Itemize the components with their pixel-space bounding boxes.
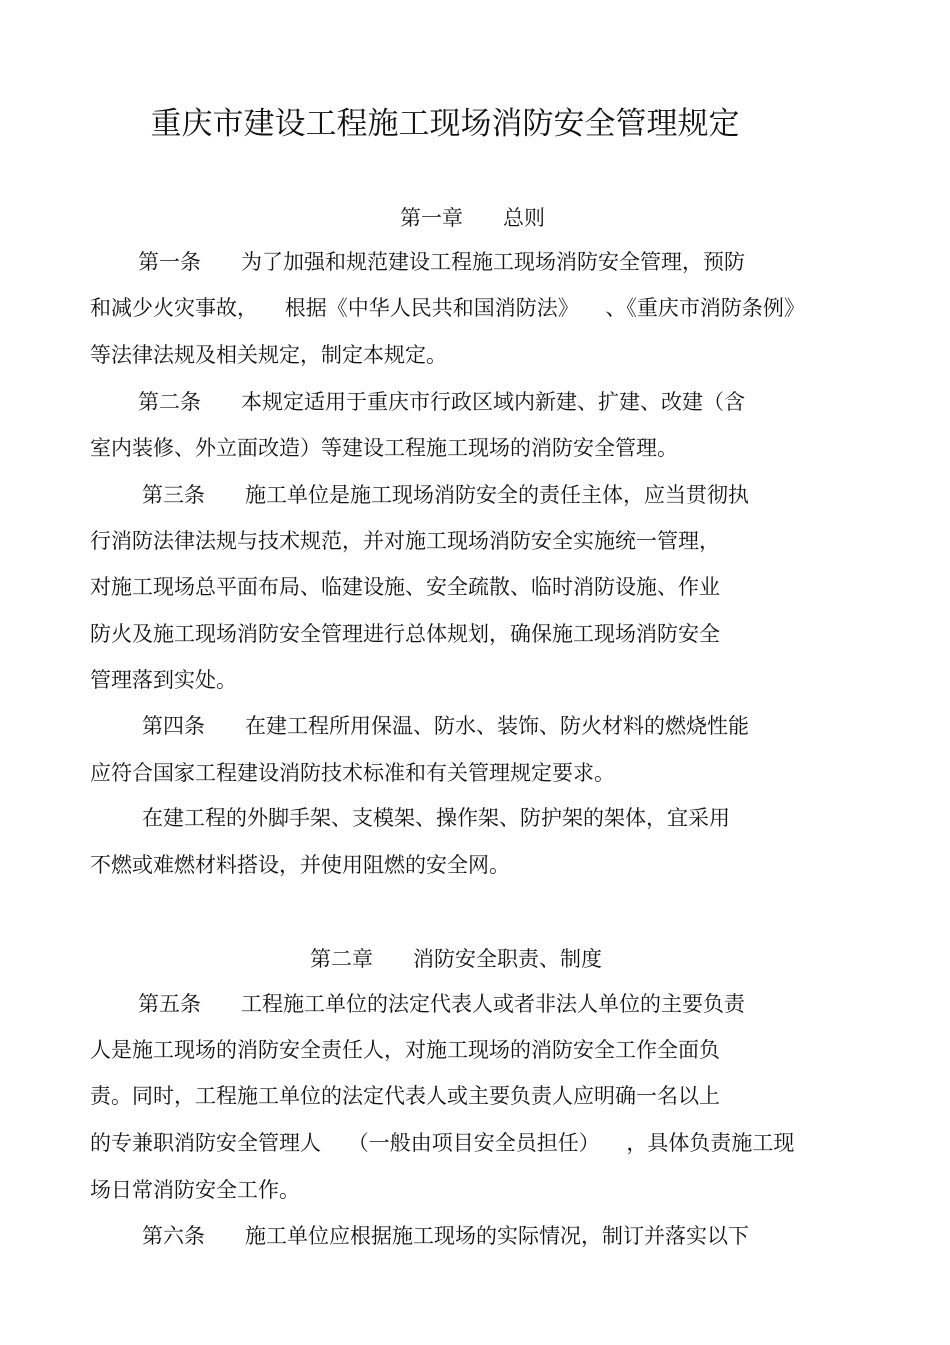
article-1-line-3: 等法律法规及相关规定，制定本规定。: [90, 343, 447, 367]
chapter-heading-1: 第一章 总则: [400, 206, 546, 230]
article-5-line-1: 第五条 工程施工单位的法定代表人或者非法人单位的主要负责: [138, 992, 746, 1016]
article-5-line-2: 人是施工现场的消防安全责任人，对施工现场的消防安全工作全面负: [90, 1038, 720, 1062]
article-5-line-3: 责。同时，工程施工单位的法定代表人或主要负责人应明确一名以上: [90, 1084, 720, 1108]
article-4-line-1: 第四条 在建工程所用保温、防水、装饰、防火材料的燃烧性能: [142, 714, 750, 738]
article-4-line-3: 在建工程的外脚手架、支模架、操作架、防护架的架体，宜采用: [142, 806, 730, 830]
article-5-line-5: 场日常消防安全工作。: [90, 1178, 300, 1202]
article-6-line-1: 第六条 施工单位应根据施工现场的实际情况，制订并落实以下: [142, 1224, 750, 1248]
article-2-line-1: 第二条 本规定适用于重庆市行政区域内新建、扩建、改建（含: [138, 390, 746, 414]
article-4-line-2: 应符合国家工程建设消防技术标准和有关管理规定要求。: [90, 761, 615, 785]
document-title: 重庆市建设工程施工现场消防安全管理规定: [150, 106, 740, 142]
article-3-line-1: 第三条 施工单位是施工现场消防安全的责任主体，应当贯彻执: [142, 483, 750, 507]
article-2-line-2: 室内装修、外立面改造）等建设工程施工现场的消防安全管理。: [90, 436, 678, 460]
article-4-line-4: 不燃或难燃材料搭设，并使用阻燃的安全网。: [90, 853, 510, 877]
article-1-line-2: 和减少火灾事故， 根据《中华人民共和国消防法》 、《重庆市消防条例》: [90, 296, 805, 320]
article-5-line-4: 的专兼职消防安全管理人 （一般由项目安全员担任） ，具体负责施工现: [90, 1131, 795, 1155]
article-1-line-1: 第一条 为了加强和规范建设工程施工现场消防安全管理，预防: [138, 250, 746, 274]
article-3-line-4: 防火及施工现场消防安全管理进行总体规划，确保施工现场消防安全: [90, 622, 720, 646]
article-3-line-5: 管理落到实处。: [90, 668, 237, 692]
chapter-heading-2: 第二章 消防安全职责、制度: [310, 947, 603, 971]
article-3-line-3: 对施工现场总平面布局、临建设施、安全疏散、临时消防设施、作业: [90, 575, 720, 599]
article-3-line-2: 行消防法律法规与技术规范，并对施工现场消防安全实施统一管理，: [90, 529, 720, 553]
